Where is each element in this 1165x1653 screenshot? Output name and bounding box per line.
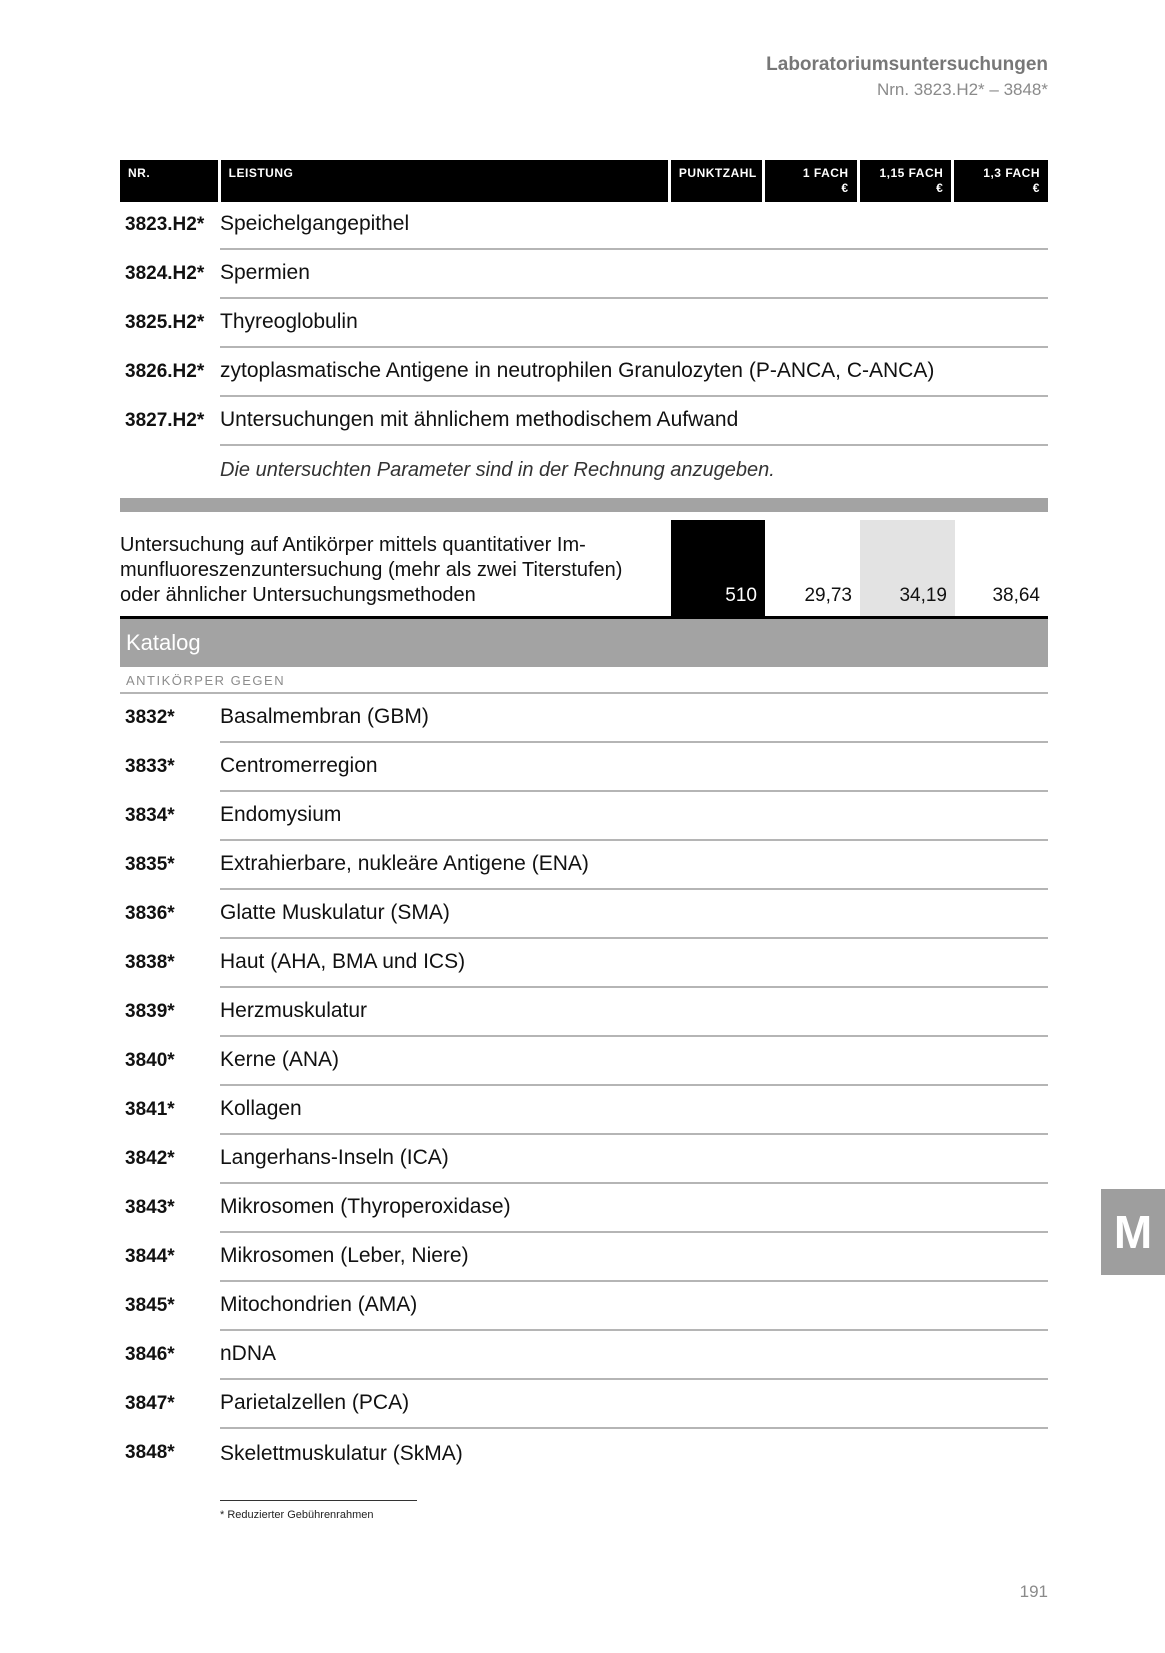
footnote-rule (220, 1500, 417, 1501)
row-number: 3832* (125, 707, 175, 728)
summary-punktzahl: 510 (671, 520, 765, 616)
row-description (220, 1184, 1048, 1233)
row-description (220, 1086, 1048, 1135)
row-text: Untersuchungen mit ähnlichem methodischem Aufwand (220, 408, 739, 431)
table-row (120, 202, 1048, 250)
row-text: Mikrosomen (Leber, Niere) (220, 1244, 469, 1267)
parameter-note (120, 446, 1048, 494)
row-text: Mikrosomen (Thyroperoxidase) (220, 1195, 511, 1218)
row-text: Glatte Muskulatur (SMA) (220, 901, 450, 924)
catalog-subtitle: ANTIKÖRPER GEGEN (120, 667, 1048, 694)
row-description (220, 1037, 1048, 1086)
table-row (120, 1429, 1048, 1478)
table-row (120, 1331, 1048, 1380)
row-number: 3844* (125, 1246, 175, 1267)
row-description (220, 397, 1048, 446)
row-text: Thyreoglobulin (220, 310, 358, 333)
header-punktzahl: PUNKTZAHL (671, 160, 762, 202)
row-description (220, 1331, 1048, 1380)
row-description (220, 694, 1048, 743)
header-13-fach-currency: € (1032, 181, 1040, 195)
summary-115-fach: 34,19 (860, 520, 955, 616)
header-115-fach (860, 160, 952, 202)
row-text: Endomysium (220, 803, 342, 826)
running-head (766, 52, 1048, 102)
row-number: 3836* (125, 903, 175, 924)
row-number: 3823.H2* (125, 214, 205, 235)
table-row (120, 792, 1048, 841)
table-row (120, 694, 1048, 743)
row-number: 3841* (125, 1099, 175, 1120)
row-number: 3834* (125, 805, 175, 826)
table-row (120, 1086, 1048, 1135)
header-115-fach-label: 1,15 FACH (879, 166, 944, 180)
row-text: Spermien (220, 261, 310, 284)
table-row (120, 299, 1048, 348)
running-head-range: Nrn. 3823.H2* – 3848* (876, 80, 1048, 99)
row-number: 3826.H2* (125, 361, 205, 382)
table-row (120, 1135, 1048, 1184)
header-leistung: LEISTUNG (221, 160, 668, 202)
table-row (120, 250, 1048, 299)
summary-13-fach: 38,64 (992, 585, 1040, 606)
row-description (220, 1135, 1048, 1184)
row-number: 3839* (125, 1001, 175, 1022)
table-row (120, 1184, 1048, 1233)
row-number: 3847* (125, 1393, 175, 1414)
row-number: 3848* (125, 1442, 175, 1463)
header-1-fach (765, 160, 857, 202)
page-number: 191 (1019, 1582, 1048, 1601)
summary-line: oder ähnlicher Untersuchungsmethoden (120, 584, 476, 606)
row-description (220, 890, 1048, 939)
row-number: 3845* (125, 1295, 175, 1316)
header-1-fach-label: 1 FACH (802, 166, 849, 180)
row-text: Extrahierbare, nukleäre Antigene (ENA) (220, 852, 589, 875)
row-description (220, 1380, 1048, 1429)
header-13-fach (954, 160, 1048, 202)
table-header (120, 160, 1048, 202)
row-number: 3833* (125, 756, 175, 777)
row-text: Centromerregion (220, 754, 378, 777)
running-head-title: Laboratoriumsuntersuchungen (766, 54, 1048, 75)
row-description (220, 939, 1048, 988)
row-description (220, 1282, 1048, 1331)
parameter-note-text: Die untersuchten Parameter sind in der Rechnung anzugeben. (220, 459, 775, 481)
summary-row (120, 520, 1048, 619)
row-description (220, 299, 1048, 348)
row-text: Langerhans-Inseln (ICA) (220, 1146, 449, 1169)
row-text: Mitochondrien (AMA) (220, 1293, 418, 1316)
row-text: Kollagen (220, 1097, 302, 1120)
header-115-fach-currency: € (936, 181, 944, 195)
row-number: 3842* (125, 1148, 175, 1169)
table-row (120, 1233, 1048, 1282)
row-description (220, 202, 1048, 250)
row-description (220, 988, 1048, 1037)
row-number: 3840* (125, 1050, 175, 1071)
table-row (120, 988, 1048, 1037)
header-13-fach-label: 1,3 FACH (983, 166, 1040, 180)
row-number: 3827.H2* (125, 410, 205, 431)
summary-description (120, 533, 671, 616)
row-number: 3843* (125, 1197, 175, 1218)
table-row (120, 348, 1048, 397)
summary-line: Untersuchung auf Antikörper mittels quantitativer Im- (120, 534, 586, 556)
row-text: Speichelgangepithel (220, 212, 410, 235)
row-text: Basalmembran (GBM) (220, 705, 429, 728)
fee-table (120, 160, 1048, 1521)
row-description (220, 348, 1048, 397)
row-text: zytoplasmatische Antigene in neutrophilen Granulozyten (P-ANCA, C-ANCA) (220, 359, 935, 382)
row-text: Parietalzellen (PCA) (220, 1391, 410, 1414)
summary-line: munfluoreszenzuntersuchung (mehr als zwei Titerstufen) (120, 559, 623, 581)
row-description (220, 1233, 1048, 1282)
row-number: 3825.H2* (125, 312, 205, 333)
row-number: 3835* (125, 854, 175, 875)
table-row (120, 841, 1048, 890)
table-row (120, 1037, 1048, 1086)
table-row (120, 743, 1048, 792)
table-row (120, 1282, 1048, 1331)
summary-1-fach: 29,73 (804, 585, 852, 606)
row-number: 3838* (125, 952, 175, 973)
row-description (220, 841, 1048, 890)
table-row (120, 397, 1048, 446)
row-text: Skelettmuskulatur (SkMA) (220, 1442, 463, 1465)
row-text: Haut (AHA, BMA und ICS) (220, 950, 466, 973)
row-description (220, 743, 1048, 792)
section-divider (120, 498, 1048, 512)
table-row (120, 890, 1048, 939)
row-text: nDNA (220, 1342, 277, 1365)
row-description (220, 250, 1048, 299)
row-number: 3846* (125, 1344, 175, 1365)
row-description (220, 1429, 1048, 1478)
footnote: * Reduzierter Gebührenrahmen (220, 1509, 374, 1521)
section-tab-m: M (1101, 1189, 1165, 1275)
header-1-fach-currency: € (841, 181, 849, 195)
table-row (120, 939, 1048, 988)
catalog-title: Katalog (120, 619, 1048, 667)
table-row (120, 1380, 1048, 1429)
row-text: Kerne (ANA) (220, 1048, 340, 1071)
header-nr: NR. (120, 160, 218, 202)
row-description (220, 792, 1048, 841)
row-number: 3824.H2* (125, 263, 205, 284)
row-text: Herzmuskulatur (220, 999, 368, 1022)
